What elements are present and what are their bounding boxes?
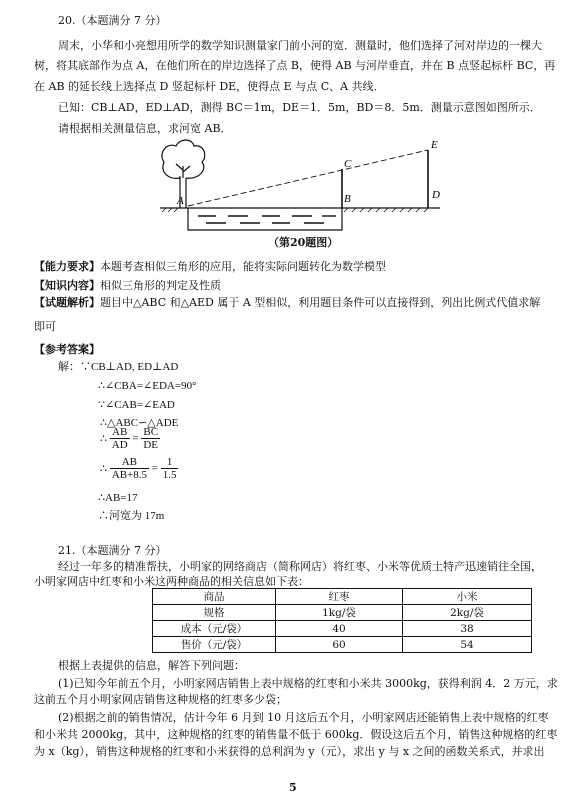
ability-label: 【能力要求】: [34, 260, 100, 273]
q20-para-line2: 树，将其底部作为点 A，在他们所在的岸边选择了点 B，使得 AB 与河岸垂直，并在 B 点竖起标杆 BC，再: [34, 59, 556, 72]
table-cell: 54: [403, 637, 532, 653]
ground-hatching: [162, 208, 428, 212]
table-row: [153, 621, 532, 637]
fraction-ab-ad: [110, 426, 130, 451]
solution-step7: ∴AB=17: [98, 492, 138, 504]
label-c: C: [344, 158, 352, 170]
q21-intro-line1: 经过一年多的精准帮扶，小明家的网络商店（简称网店）将红枣、小米等优质土特产迅速销往全国，: [58, 560, 542, 573]
q21-part2-line1: (2)根据之前的销售情况，估计今年 6 月到 10 月这后五个月，小明家网店还能销售上表中规格的红枣: [58, 711, 549, 724]
q21-after-table: 根据上表提供的信息，解答下列问题：: [58, 659, 245, 672]
knowledge-label: 【知识内容】: [34, 279, 100, 292]
fraction-1-15: [161, 456, 179, 481]
table-cell: 40: [276, 621, 403, 637]
solution-step2: ∴∠CBA=∠EDA=90°: [98, 380, 197, 392]
label-a: A: [177, 195, 184, 207]
q21-part1-line1: (1)已知今年前五个月，小明家网店销售上表中规格的红枣和小米共 3000kg，获得利润 4．2 万元，求: [58, 677, 558, 690]
river-waves: [198, 216, 336, 223]
measurement-diagram: [150, 136, 450, 238]
ability-row: [34, 260, 386, 274]
solution-step3: ∵∠CAB=∠EAD: [98, 399, 175, 411]
page-number: 5: [289, 781, 297, 794]
table-cell: 售价（元/袋）: [153, 637, 276, 653]
table-cell: 2kg/袋: [403, 605, 532, 621]
therefore-sign: ∴: [100, 433, 107, 445]
answer-label: 【参考答案】: [34, 343, 100, 356]
label-b: B: [344, 193, 351, 205]
analysis-line2: 即可: [34, 320, 56, 333]
fraction-denominator: AD: [111, 439, 128, 451]
table-cell: 60: [276, 637, 403, 653]
fraction-ab-ab85: [110, 456, 149, 481]
label-e: E: [431, 139, 438, 151]
analysis-text: 题目中△ABC 和△AED 属于 A 型相似，利用题目条件可以直接得到，列出比例式代值求解: [100, 296, 541, 309]
equals-sign: =: [151, 462, 158, 475]
goods-table: [152, 588, 532, 653]
q20-para-line1: 周末，小华和小亮想用所学的数学知识测量家门前小河的宽．测量时，他们选择了河对岸边的一棵大: [58, 39, 542, 52]
q21-header: 21.（本题满分 7 分）: [58, 544, 167, 557]
q21-part1-line2: 这前五个月小明家网店销售这种规格的红枣多少袋；: [34, 693, 287, 706]
q20-ask: 请根据相关测量信息，求河宽 AB．: [58, 122, 232, 135]
q21-part2-line3: 为 x（kg），销售这种规格的红枣和小米获得的总利润为 y（元），求出 y 与 x 之间的函数关系式，并求出: [34, 745, 545, 758]
ability-text: 本题考查相似三角形的应用，能将实际问题转化为数学模型: [100, 260, 386, 273]
q21-intro-line2: 小明家网店中红枣和小米这两种商品的相关信息如下表：: [34, 575, 309, 588]
river-bank: [188, 208, 342, 230]
fraction-numerator: AB: [110, 456, 149, 469]
knowledge-row: [34, 279, 221, 293]
table-row: [153, 605, 532, 621]
fraction-numerator: 1: [161, 456, 179, 469]
solution-step1: 解：∵CB⊥AD, ED⊥AD: [58, 361, 179, 373]
figure-caption: （第20题图）: [268, 236, 339, 249]
fraction-denominator: AB+8.5: [111, 469, 147, 481]
q20-given: 已知：CB⊥AD，ED⊥AD，测得 BC＝1m，DE＝1．5m，BD＝8．5m．测量示意图如图所示．: [58, 101, 541, 114]
proportion-1: [100, 426, 160, 451]
equals-sign: =: [132, 432, 139, 445]
table-cell: 成本（元/袋）: [153, 621, 276, 637]
proportion-2: [100, 456, 178, 481]
fraction-numerator: AB: [110, 426, 130, 439]
table-cell: 38: [403, 621, 532, 637]
therefore-sign: ∴: [100, 463, 107, 475]
q20-para-line3: 在 AB 的延长线上选择点 D 竖起标杆 DE，使得点 E 与点 C、A 共线．: [34, 80, 385, 93]
fraction-bc-de: [141, 426, 160, 451]
table-row: [153, 637, 532, 653]
table-header-cell: 红枣: [276, 589, 403, 605]
fraction-denominator: DE: [143, 439, 159, 451]
knowledge-text: 相似三角形的判定及性质: [100, 279, 221, 292]
table-header-cell: 小米: [403, 589, 532, 605]
table-header-cell: 商品: [153, 589, 276, 605]
label-d: D: [432, 189, 440, 201]
q21-part2-line2: 和小米共 2000kg，其中，这种规格的红枣的销售量不低于 600kg．假设这后五个月，销售这种规格的红枣: [34, 728, 558, 741]
fraction-denominator: 1.5: [162, 469, 177, 481]
analysis-row: [34, 296, 540, 310]
table-cell: 规格: [153, 605, 276, 621]
table-header-row: [153, 589, 532, 605]
table-cell: 1kg/袋: [276, 605, 403, 621]
q20-header: 20.（本题满分 7 分）: [58, 14, 167, 27]
solution-step4: ∴△ABC∽△ADE: [100, 417, 179, 429]
analysis-label: 【试题解析】: [34, 296, 100, 309]
fraction-numerator: BC: [143, 426, 159, 438]
sight-line: [188, 150, 428, 206]
solution-step8: ∴河宽为 17m: [98, 510, 165, 522]
